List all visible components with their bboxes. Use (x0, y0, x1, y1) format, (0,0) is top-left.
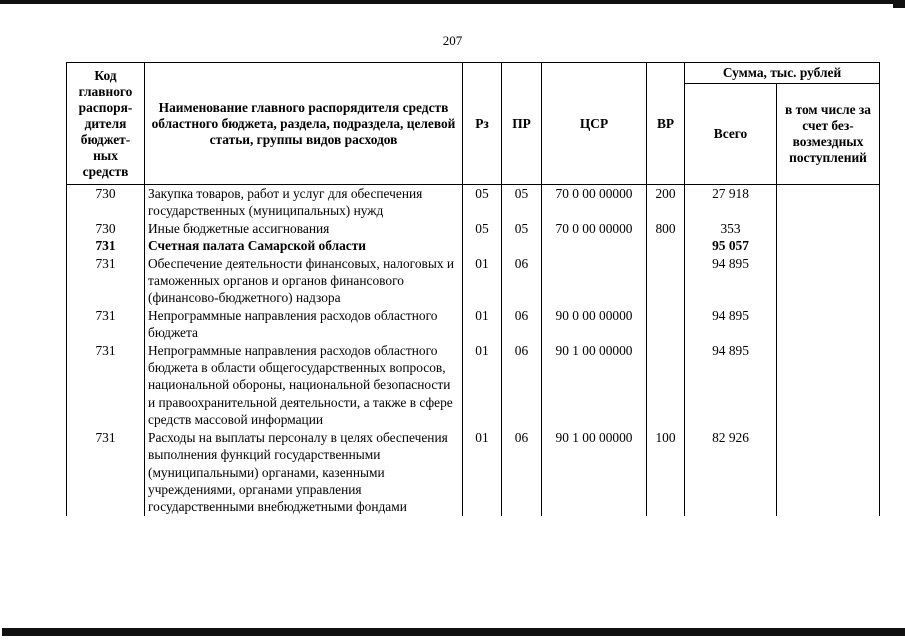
cell-pr: 06 (502, 307, 542, 342)
cell-name: Непрограммные направления расходов областного бюджета (145, 307, 463, 342)
cell-code: 731 (67, 342, 145, 429)
cell-name: Обеспечение деятельности финансовых, налоговых и таможенных органов и органов финансового (финансово-бюджетного) надзора (145, 255, 463, 307)
scan-bottom-border (2, 628, 905, 636)
cell-pr: 06 (502, 429, 542, 516)
cell-csr: 90 0 00 00000 (542, 307, 647, 342)
cell-vr: 800 (647, 220, 685, 237)
table-row (67, 429, 880, 516)
cell-free (777, 185, 880, 220)
table-row (67, 185, 880, 220)
table-row (67, 255, 880, 307)
cell-rz: 01 (463, 307, 502, 342)
cell-vr (647, 307, 685, 342)
cell-total: 95 057 (685, 237, 777, 254)
cell-code: 731 (67, 429, 145, 516)
cell-rz: 01 (463, 342, 502, 429)
cell-vr: 200 (647, 185, 685, 220)
page-number: 207 (442, 33, 463, 48)
cell-name: Закупка товаров, работ и услуг для обеспечения государственных (муниципальных) нужд (145, 185, 463, 220)
cell-rz (463, 237, 502, 254)
cell-code: 731 (67, 255, 145, 307)
cell-rz: 05 (463, 220, 502, 237)
cell-code: 731 (67, 307, 145, 342)
table-body (67, 185, 880, 516)
cell-total: 94 895 (685, 307, 777, 342)
cell-code: 730 (67, 220, 145, 237)
header-total: Всего (685, 84, 777, 185)
cell-vr: 100 (647, 429, 685, 516)
header-name: Наименование главного распорядителя средств областного бюджета, раздела, подраздела, целевой статьи, группы видов расходов (145, 63, 463, 185)
cell-free (777, 220, 880, 237)
cell-free (777, 429, 880, 516)
cell-total: 82 926 (685, 429, 777, 516)
cell-free (777, 307, 880, 342)
cell-csr: 90 1 00 00000 (542, 429, 647, 516)
header-pr: ПР (502, 63, 542, 185)
cell-rz: 01 (463, 429, 502, 516)
cell-free (777, 237, 880, 254)
header-rz: Рз (463, 63, 502, 185)
cell-csr: 90 1 00 00000 (542, 342, 647, 429)
table-row (67, 220, 880, 237)
cell-csr (542, 237, 647, 254)
cell-name: Счетная палата Самарской области (145, 237, 463, 254)
table-row (67, 307, 880, 342)
cell-pr: 05 (502, 185, 542, 220)
cell-vr (647, 255, 685, 307)
cell-code: 730 (67, 185, 145, 220)
cell-pr: 06 (502, 255, 542, 307)
budget-table (66, 62, 880, 516)
cell-total: 353 (685, 220, 777, 237)
cell-csr: 70 0 00 00000 (542, 220, 647, 237)
cell-rz: 01 (463, 255, 502, 307)
cell-free (777, 255, 880, 307)
cell-name: Расходы на выплаты персоналу в целях обеспечения выполнения функций государственными (муниципальными) органами, казенными учреждениями, органами управления государственными внебюджетными фондами (145, 429, 463, 516)
cell-pr (502, 237, 542, 254)
cell-rz: 05 (463, 185, 502, 220)
scan-top-border (0, 0, 905, 4)
cell-total: 94 895 (685, 255, 777, 307)
cell-vr (647, 237, 685, 254)
header-code: Код главного распоря-дителя бюджет-ных средств (67, 63, 145, 185)
table-row (67, 237, 880, 254)
cell-csr (542, 255, 647, 307)
cell-vr (647, 342, 685, 429)
cell-pr: 05 (502, 220, 542, 237)
cell-total: 27 918 (685, 185, 777, 220)
cell-name: Иные бюджетные ассигнования (145, 220, 463, 237)
header-vr: ВР (647, 63, 685, 185)
cell-name: Непрограммные направления расходов областного бюджета в области общегосударственных вопросов, национальной обороны, национальной безопасности и правоохранительной деятельности, а также в сфере средств массовой информации (145, 342, 463, 429)
table-header (67, 63, 880, 185)
scan-top-corner-mark (893, 0, 905, 8)
header-csr: ЦСР (542, 63, 647, 185)
cell-code: 731 (67, 237, 145, 254)
table-row (67, 342, 880, 429)
cell-free (777, 342, 880, 429)
cell-csr: 70 0 00 00000 (542, 185, 647, 220)
header-sum: Сумма, тыс. рублей (685, 63, 880, 84)
cell-total: 94 895 (685, 342, 777, 429)
header-free: в том числе за счет без-возмездных поступлений (777, 84, 880, 185)
cell-pr: 06 (502, 342, 542, 429)
